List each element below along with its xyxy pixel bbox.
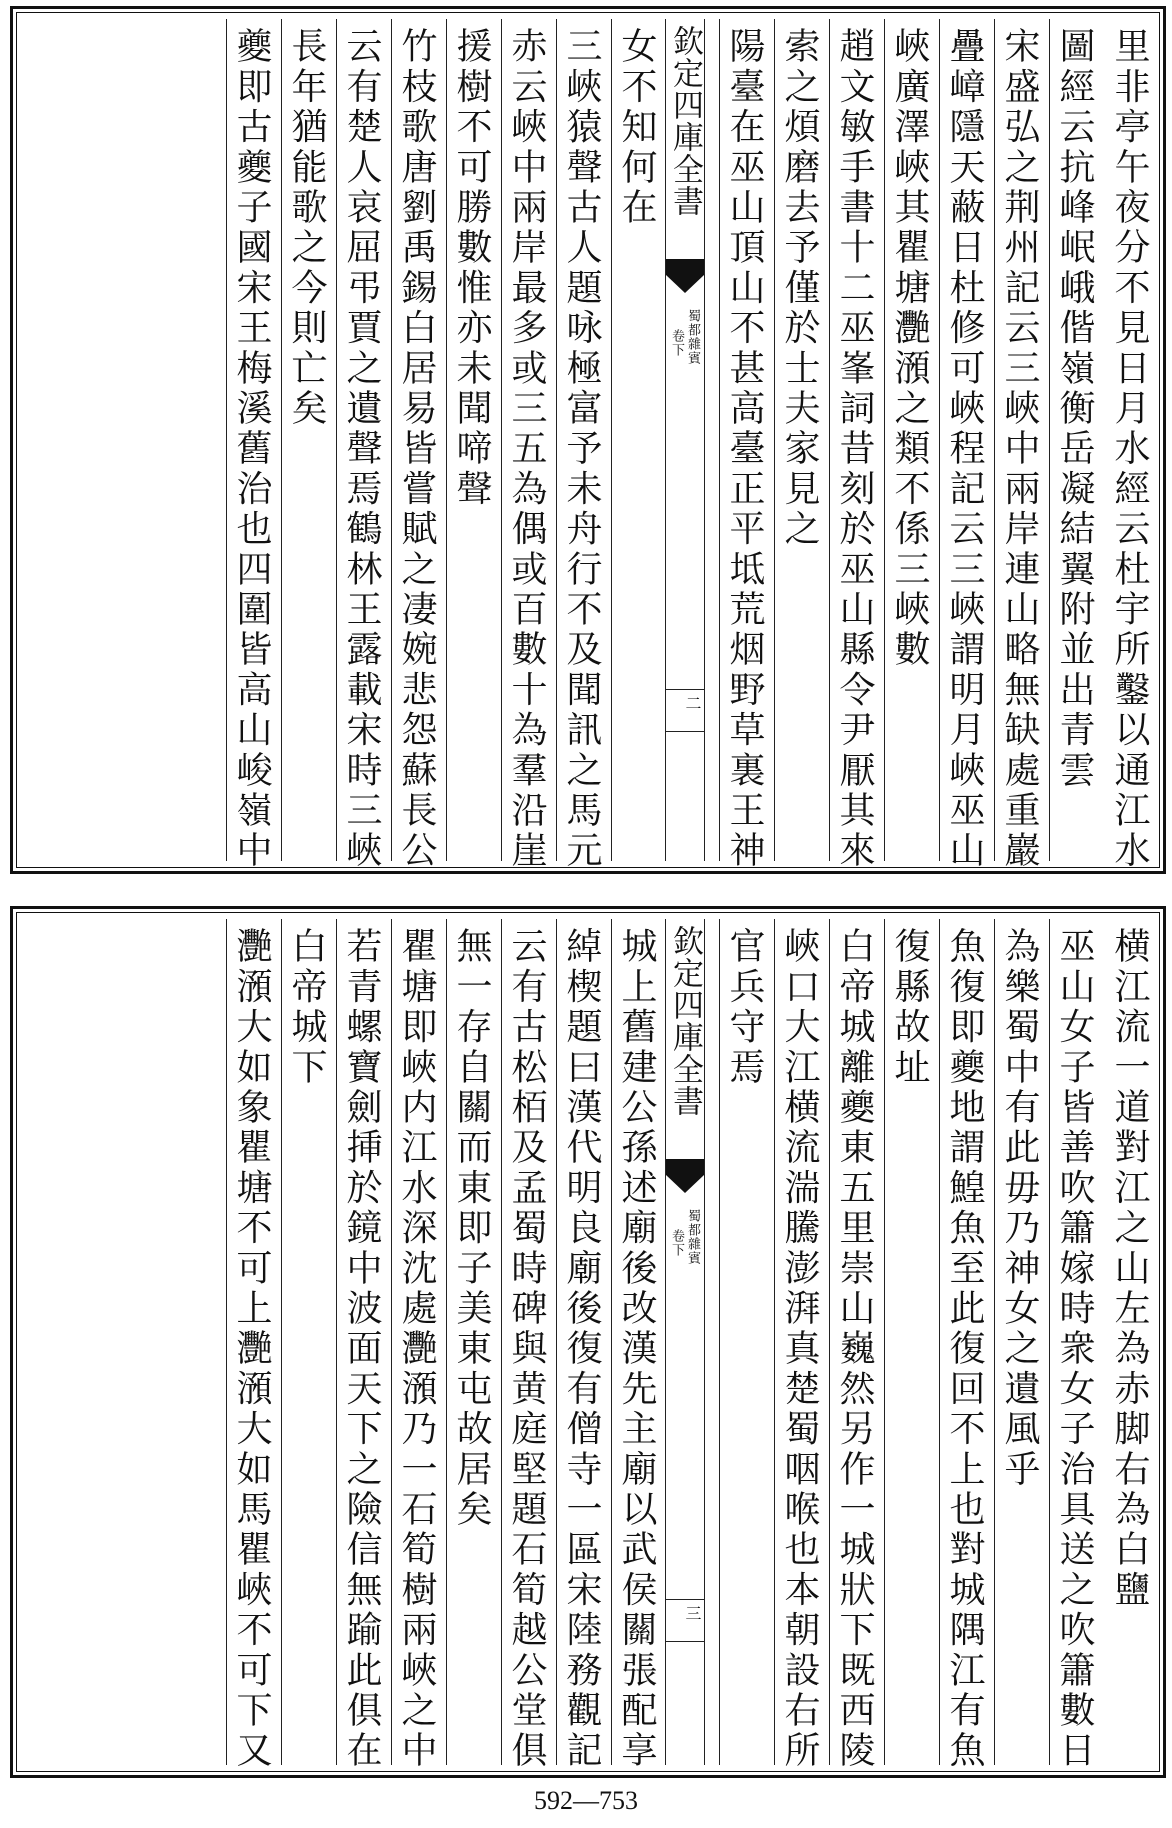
fold-section-name: 蜀都雜賓	[685, 309, 700, 365]
fold-fish-tail-bar	[666, 259, 704, 275]
column-text: 峽廣澤峽其瞿塘灧澦之類不係三峽數	[889, 27, 930, 671]
fold-margin	[665, 919, 705, 1765]
column-text: 云有古松栢及孟蜀時碑與黄庭堅題石筍越公堂俱	[506, 927, 547, 1772]
text-column	[884, 919, 933, 1765]
fold-fish-tail-mark	[666, 1175, 704, 1193]
text-column	[501, 19, 550, 872]
column-text: 陽臺在巫山頂山不甚高臺正平坻荒烟野草裏王神	[724, 27, 765, 872]
upper-page	[10, 6, 1166, 874]
fold-title: 欽定四庫全書	[667, 25, 703, 217]
text-column	[939, 919, 988, 1772]
column-text: 白帝城離夔東五里崇山巍然另作一城狀下既西陵	[834, 927, 875, 1772]
text-column	[336, 19, 385, 872]
column-text: 云有楚人哀屈弔賈之遺聲焉鶴林王露載宋時三峽	[341, 27, 382, 872]
text-column	[829, 919, 878, 1772]
text-column	[1105, 919, 1153, 1765]
text-column	[226, 919, 275, 1772]
text-column	[281, 919, 330, 1765]
column-text: 灧澦大如象瞿塘不可上灧澦大如馬瞿峽不可下又	[231, 927, 272, 1772]
column-text: 瞿塘即峽内江水深沈處灧澦乃一石筍樹兩峽之中	[396, 927, 437, 1772]
column-text: 長年猶能歌之今則亡矣	[286, 27, 327, 429]
text-column	[226, 19, 275, 872]
column-text: 復縣故址	[889, 927, 930, 1088]
lower-page	[10, 906, 1166, 1778]
column-text: 赤云峽中兩岸最多或三五為偶或百數十為羣沿崖	[506, 27, 547, 872]
text-column	[336, 919, 385, 1772]
column-text: 三峽猿聲古人題咏極富予未舟行不及聞訊之馬元	[561, 27, 602, 872]
column-text: 圖經云抗峰岷峨偕嶺衡岳凝結翼附並出青雲	[1054, 27, 1095, 791]
column-text: 宋盛弘之荆州記云三峽中兩岸連山略無缺處重巖	[999, 27, 1040, 872]
text-column	[1049, 19, 1098, 861]
column-text: 趙文敏手書十二巫峯詞昔刻於巫山縣令尹厭其來	[834, 27, 875, 872]
fold-page-number: 三	[683, 1605, 702, 1621]
text-column	[994, 19, 1043, 872]
column-text: 城上舊建公孫述廟後改漢先主廟以武侯關張配享	[616, 927, 657, 1772]
column-text: 無一存自關而東即子美東屯故居矣	[451, 927, 492, 1530]
fold-rule	[666, 1599, 704, 1600]
text-column	[829, 19, 878, 872]
text-column	[611, 919, 660, 1772]
column-text: 女不知何在	[616, 27, 657, 228]
column-text: 竹枝歌唐劉禹錫白居易皆嘗賦之凄婉悲怨蘇長公	[396, 27, 437, 872]
text-column	[939, 19, 988, 872]
column-text: 索之煩磨去予僅於士夫家見之	[779, 27, 820, 550]
text-column	[391, 919, 440, 1772]
fold-fish-tail-mark	[666, 275, 704, 293]
fold-page-number: 二	[683, 695, 702, 711]
column-text: 官兵守焉	[724, 927, 765, 1088]
text-column	[994, 919, 1043, 1765]
column-text: 為樂蜀中有此毋乃神女之遺風乎	[999, 927, 1040, 1490]
text-column	[611, 19, 660, 861]
column-text: 横江流一道對江之山左為赤脚右為白鹽	[1109, 927, 1150, 1611]
text-column	[774, 19, 823, 861]
column-text: 魚復即夔地謂鰉魚至此復回不上也對城隅江有魚	[944, 927, 985, 1772]
text-column	[391, 19, 440, 872]
fold-title: 欽定四庫全書	[667, 925, 703, 1117]
text-column	[884, 19, 933, 861]
column-text: 白帝城下	[286, 927, 327, 1088]
column-text: 峽口大江横流湍騰澎湃真楚蜀咽喉也本朝設右所	[779, 927, 820, 1772]
upper-page-columns	[23, 19, 1153, 872]
fold-volume: 卷下	[669, 1229, 684, 1257]
page-number: 592—753	[534, 1786, 638, 1815]
text-column	[1049, 919, 1098, 1772]
fold-fish-tail-bar	[666, 1159, 704, 1175]
text-column	[446, 19, 495, 861]
fold-rule	[666, 731, 704, 732]
column-text: 綽楔題曰漢代明良廟後復有僧寺一區宋陸務觀記	[561, 927, 602, 1772]
fold-section-name: 蜀都雜賓	[685, 1209, 700, 1265]
column-text: 疊嶂隱天蔽日杜修可峽程記云三峽謂明月峽巫山	[944, 27, 985, 872]
column-text: 援樹不可勝數惟亦未聞啼聲	[451, 27, 492, 510]
fold-volume: 卷下	[669, 329, 684, 357]
text-column	[556, 19, 605, 872]
text-column	[281, 19, 330, 861]
text-column	[719, 19, 768, 872]
column-text: 夔即古夔子國宋王梅溪舊治也四圍皆高山峻嶺中	[231, 27, 272, 872]
text-column	[1105, 19, 1153, 872]
text-column	[556, 919, 605, 1772]
column-text: 若青螺寶劍挿於鏡中波面天下之險信無踰此俱在	[341, 927, 382, 1772]
text-column	[774, 919, 823, 1772]
lower-page-columns	[23, 919, 1153, 1772]
text-column	[719, 919, 768, 1765]
text-column	[501, 919, 550, 1772]
fold-rule	[666, 1641, 704, 1642]
text-column	[446, 919, 495, 1765]
fold-margin	[665, 19, 705, 861]
column-text: 巫山女子皆善吹簫嫁時衆女子治具送之吹簫數日	[1054, 927, 1095, 1772]
column-text: 里非亭午夜分不見日月水經云杜宇所鑿以通江水	[1109, 27, 1150, 872]
fold-rule	[666, 689, 704, 690]
